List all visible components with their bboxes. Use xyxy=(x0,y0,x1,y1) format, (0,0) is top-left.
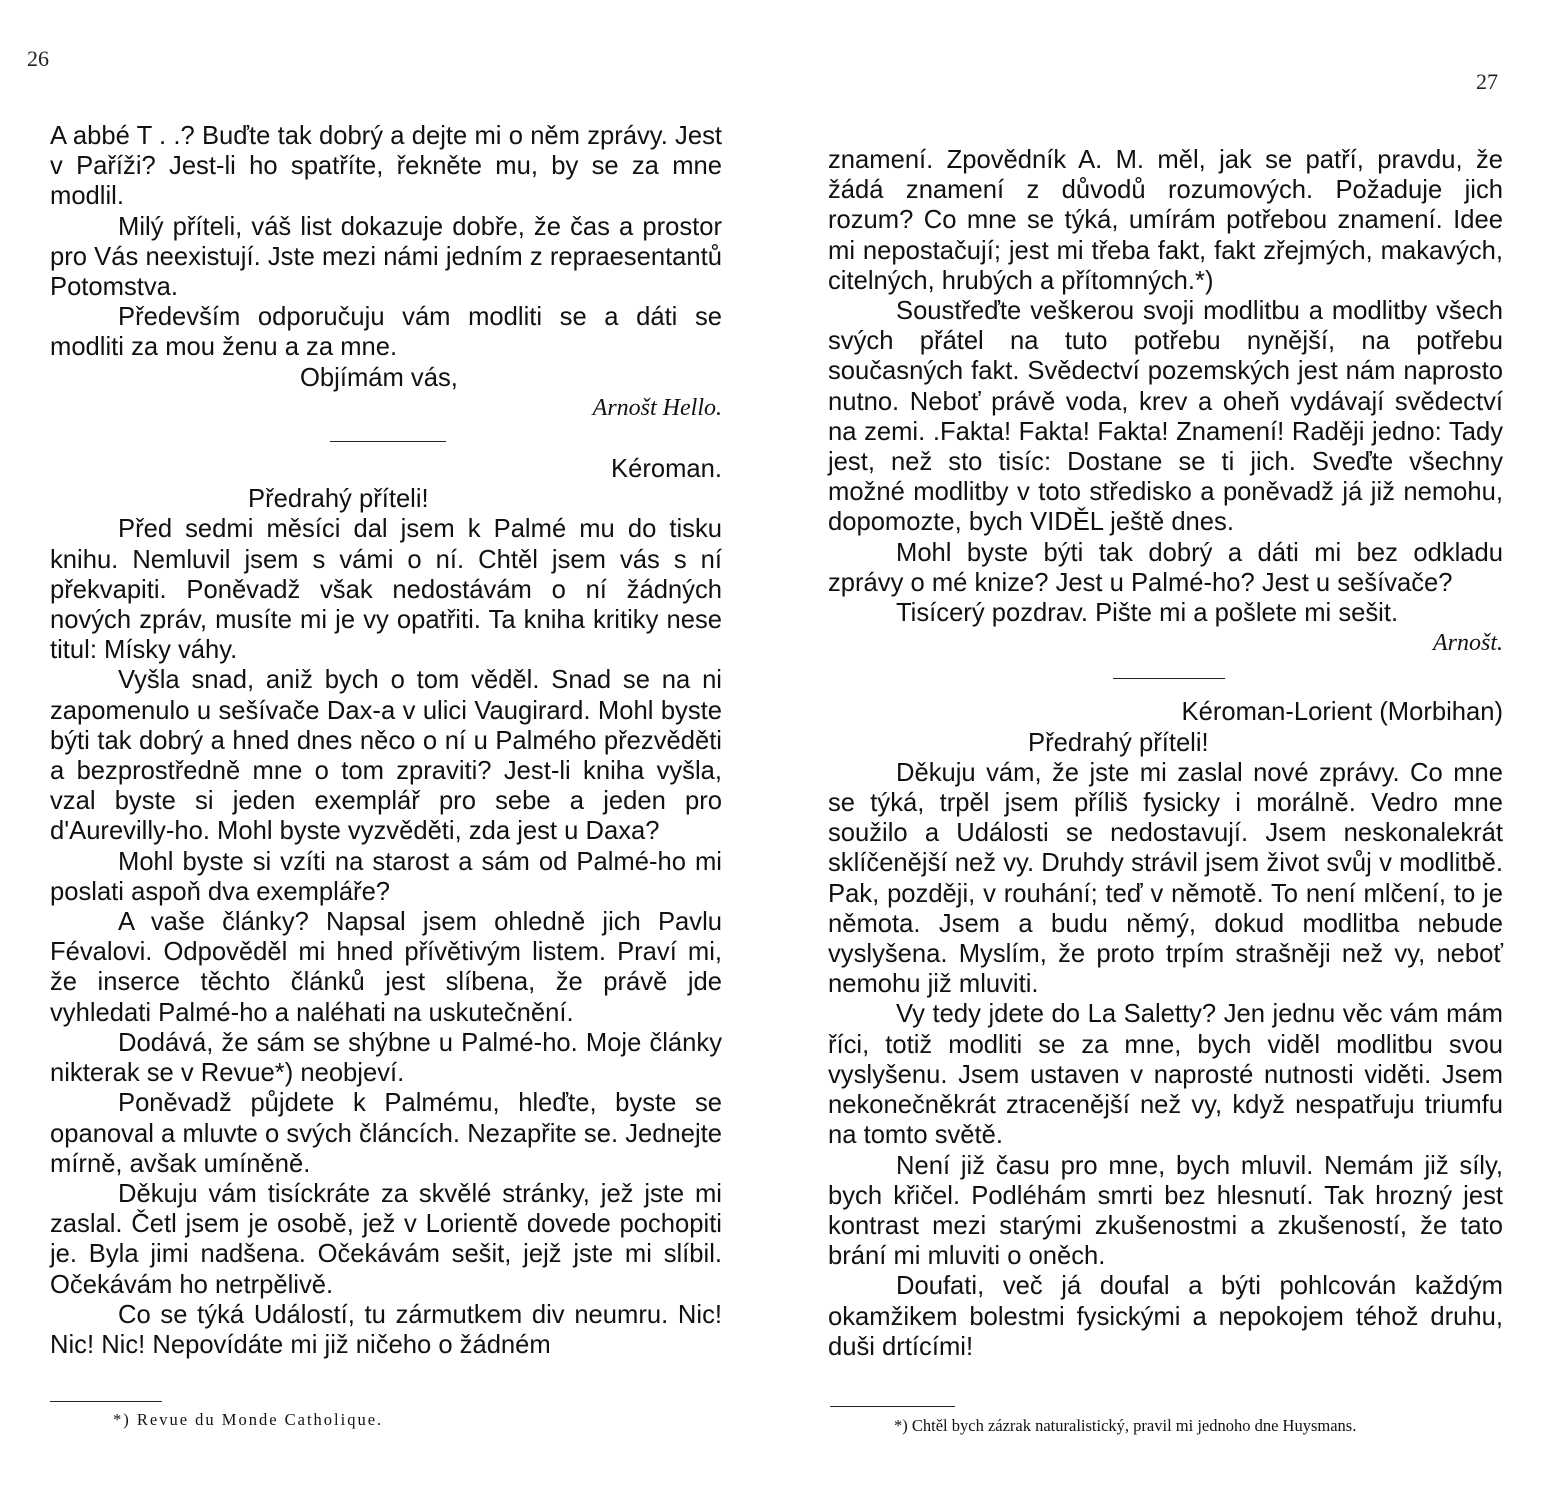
paragraph: Vyšla snad, aniž bych o tom věděl. Snad se na ni zapomenulo u sešívače Dax-a v ulici Vaugirard. Mohl byste býti tak dobrý a hned dnes něco o ní u Palmého přezvěděti a bezprostředně mne o tom zpraviti? Jest-li kniha vyšla, vzal byste si jeden exemplář pro sebe a jeden pro d'Aurevilly-ho. Mohl byste vyzvěděti, zda jest u Daxa? xyxy=(50,666,722,846)
paragraph: Před sedmi měsíci dal jsem k Palmé mu do tisku knihu. Nemluvil jsem s vámi o ní. Chtěl jsem vás s ní překvapiti. Poněvadž však nedostávám o ní žádných nových zpráv, musíte mi je vy opatřiti. Ta kniha kritiky nese titul: Mísky váhy. xyxy=(50,515,722,665)
paragraph: Není již času pro mne, bych mluvil. Nemám již síly, bych křičel. Podléhám smrti bez hlesnutí. Tak hrozný jest kontrast mezi starými zkušenostmi a zkušeností, že tato brání mi mluviti o oněch. xyxy=(828,1151,1503,1271)
paragraph: Doufati, več já doufal a býti pohlcován každým okamžikem bolestmi fysickými a nepokojem téhož druhu, duši drtícími! xyxy=(828,1272,1503,1361)
signature: Arnošt. xyxy=(1432,630,1503,657)
paragraph: znamení. Zpovědník A. M. měl, jak se patří, pravdu, že žádá znamení z důvodů rozumových. Požaduje jich rozum? Co mne se týká, umírám potřebou znamení. Idee mi nepostačují; jest mi třeba fakt, fakt zřejmých, makavých, citelných, hrubých a přítomných.*) xyxy=(828,146,1503,295)
footnote: *) Revue du Monde Catholique. xyxy=(113,1410,384,1429)
signature: Arnošt Hello. xyxy=(592,394,722,421)
letter-place: Kéroman. xyxy=(611,455,722,484)
page-number: 27 xyxy=(1476,69,1498,94)
footnote: *) Chtěl bych zázrak naturalistický, pravil mi jednoho dne Huysmans. xyxy=(894,1416,1357,1435)
left-page-text xyxy=(50,121,722,1360)
paragraph: Co se týká Událostí, tu zármutkem div neumru. Nic! Nic! Nic! Nepovídáte mi již ničeho o žádném xyxy=(50,1300,722,1359)
paragraph: Děkuju vám tisíckráte za skvělé stránky, jež jste mi zaslal. Četl jsem je osobě, jež v Lorientě dovede pochopiti je. Byla jimi nadšena. Očekávám sešit, jejž jste mi slíbil. Očekávám ho netrpělivě. xyxy=(50,1179,722,1299)
paragraph: Tisícerý pozdrav. Pište mi a pošlete mi sešit. xyxy=(896,599,1399,628)
section-divider xyxy=(1113,678,1225,679)
paragraph: Milý příteli, váš list dokazuje dobře, že čas a prostor pro Vás neexistují. Jste mezi námi jedním z repraesentantů Potomstva. xyxy=(50,212,722,302)
paragraph: A vaše články? Napsal jsem ohledně jich Pavlu Févalovi. Odpověděl mi hned přívětivým listem. Praví mi, že inserce těchto článků jest slíbena, že právě jde vyhledati Palmé-ho a naléhati na uskutečnění. xyxy=(50,908,722,1027)
right-page-text xyxy=(828,145,1503,1362)
paragraph: Soustřeďte veškerou svoji modlitbu a modlitby všech svých přátel na tuto potřebu nynější, na potřebu současných fakt. Svědectví pozemských jest nám naprosto nutno. Neboť právě voda, krev a oheň vydávají svědectví na zemi. .Fakta! Fakta! Fakta! Znamení! Raději jedno: Tady jest, než sto tisíc: Dostane se ti jich. Sveďte všechny možné modlitby v toto středisko a poněvadž já již nemohu, dopomozte, bych VIDĚL ještě dnes. xyxy=(828,297,1503,537)
page-number: 26 xyxy=(27,46,49,71)
paragraph: Děkuju vám, že jste mi zaslal nové zprávy. Co mne se týká, trpěl jsem příliš fysicky i morálně. Vedro mne soužilo a Události se nedostavují. Jsem neskonalekrát sklíčenější než vy. Druhdy strávil jsem život svůj v modlitbě. Pak, později, v rouhání; teď v němotě. To není mlčení, to je němota. Jsem a budu němý, dokud modlitba nebude vyslyšena. Myslím, že proto trpím strašněji než vy, neboť nemohu již mluviti. xyxy=(828,758,1503,999)
letter-greeting: Předrahý příteli! xyxy=(1028,728,1209,757)
section-divider xyxy=(330,441,446,442)
paragraph: A abbé T . .? Buďte tak dobrý a dejte mi o něm zprávy. Jest v Paříži? Jest-li ho spatříte, řekněte mu, by se za mne modlil. xyxy=(50,122,722,211)
letter-place: Kéroman-Lorient (Morbihan) xyxy=(1181,698,1503,727)
paragraph: Vy tedy jdete do La Saletty? Jen jednu věc vám mám říci, totiž modliti se za mne, bych viděl modlitbu svou vyslyšenu. Jsem ustaven v naprosté nutnosti viděti. Jsem nekonečněkrát ztracenější než vy, když nespatřuju triumfu na tomto světě. xyxy=(828,1000,1503,1150)
paragraph: Dodává, že sám se shýbne u Palmé-ho. Moje články nikterak se v Revue*) neobjeví. xyxy=(50,1028,722,1088)
letter-greeting: Předrahý příteli! xyxy=(248,485,429,514)
paragraph: Mohl byste si vzíti na starost a sám od Palmé-ho mi poslati aspoň dva exempláře? xyxy=(50,847,722,906)
footnote-rule xyxy=(830,1406,955,1407)
paragraph: Poněvadž půjdete k Palmému, hleďte, byste se opanoval a mluvte o svých článcích. Nezapřite se. Jednejte mírně, avšak umíněně. xyxy=(50,1089,722,1178)
paragraph: Mohl byste býti tak dobrý a dáti mi bez odkladu zprávy o mé knize? Jest u Palmé-ho? Jest u sešívače? xyxy=(828,538,1503,597)
right-page xyxy=(780,0,1560,1500)
paragraph: Především odporučuju vám modliti se a dáti se modliti za mou ženu a za mne. xyxy=(50,303,722,362)
letter-closing: Objímám vás, xyxy=(300,363,458,392)
footnote-rule xyxy=(50,1401,162,1402)
